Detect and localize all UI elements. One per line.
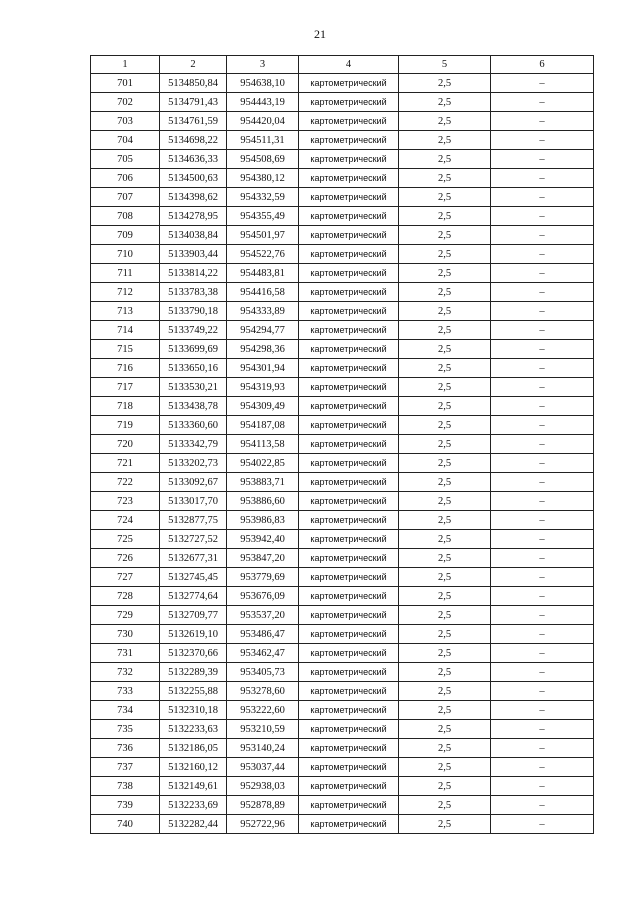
table-cell: картометрический xyxy=(299,777,399,796)
table-cell: 953886,60 xyxy=(227,492,299,511)
table-cell: – xyxy=(491,74,594,93)
table-cell: 953278,60 xyxy=(227,682,299,701)
table-cell: 704 xyxy=(91,131,160,150)
table-cell: 725 xyxy=(91,530,160,549)
table-cell: 2,5 xyxy=(399,93,491,112)
table-row xyxy=(91,644,594,663)
table-row xyxy=(91,188,594,207)
table-cell: 727 xyxy=(91,568,160,587)
table-row xyxy=(91,701,594,720)
table-cell: – xyxy=(491,796,594,815)
table-cell: картометрический xyxy=(299,815,399,834)
table-cell: картометрический xyxy=(299,150,399,169)
table-cell: 5132774,64 xyxy=(160,587,227,606)
table-row xyxy=(91,245,594,264)
table-cell: 2,5 xyxy=(399,283,491,302)
table-cell: 2,5 xyxy=(399,815,491,834)
table-cell: 2,5 xyxy=(399,207,491,226)
table-cell: 2,5 xyxy=(399,340,491,359)
table-cell: 736 xyxy=(91,739,160,758)
table-cell: 953676,09 xyxy=(227,587,299,606)
table-cell: 5134398,62 xyxy=(160,188,227,207)
table-header-row xyxy=(91,56,594,74)
table-cell: 5133360,60 xyxy=(160,416,227,435)
table-cell: – xyxy=(491,454,594,473)
table-cell: 5133202,73 xyxy=(160,454,227,473)
table-cell: 954380,12 xyxy=(227,169,299,188)
table-cell: 954483,81 xyxy=(227,264,299,283)
table-cell: 952878,89 xyxy=(227,796,299,815)
table-cell: картометрический xyxy=(299,511,399,530)
table-cell: 5134850,84 xyxy=(160,74,227,93)
table-row xyxy=(91,150,594,169)
table-cell: 953462,47 xyxy=(227,644,299,663)
table-cell: 5132677,31 xyxy=(160,549,227,568)
table-cell: картометрический xyxy=(299,359,399,378)
table-cell: 703 xyxy=(91,112,160,131)
table-cell: – xyxy=(491,397,594,416)
table-cell: картометрический xyxy=(299,416,399,435)
table-cell: 5134698,22 xyxy=(160,131,227,150)
table-cell: 737 xyxy=(91,758,160,777)
table-cell: 720 xyxy=(91,435,160,454)
table-cell: – xyxy=(491,606,594,625)
table-cell: 2,5 xyxy=(399,397,491,416)
table-cell: 954443,19 xyxy=(227,93,299,112)
table-row xyxy=(91,321,594,340)
table-cell: 719 xyxy=(91,416,160,435)
table-cell: 5132233,63 xyxy=(160,720,227,739)
table-cell: картометрический xyxy=(299,720,399,739)
table-cell: 954298,36 xyxy=(227,340,299,359)
table-cell: 954022,85 xyxy=(227,454,299,473)
table-cell: 2,5 xyxy=(399,720,491,739)
table-cell: картометрический xyxy=(299,530,399,549)
table-row xyxy=(91,777,594,796)
table-cell: 2,5 xyxy=(399,74,491,93)
table-body xyxy=(91,74,594,834)
table-cell: 739 xyxy=(91,796,160,815)
table-cell: картометрический xyxy=(299,606,399,625)
table-cell: 2,5 xyxy=(399,625,491,644)
table-cell: 2,5 xyxy=(399,682,491,701)
table-row xyxy=(91,568,594,587)
table-cell: – xyxy=(491,492,594,511)
table-cell: картометрический xyxy=(299,454,399,473)
table-cell: 5132745,45 xyxy=(160,568,227,587)
table-row xyxy=(91,359,594,378)
table-cell: 2,5 xyxy=(399,302,491,321)
table-cell: 2,5 xyxy=(399,796,491,815)
table-cell: 5133903,44 xyxy=(160,245,227,264)
table-cell: – xyxy=(491,169,594,188)
table-row xyxy=(91,473,594,492)
table-cell: 732 xyxy=(91,663,160,682)
table-cell: 2,5 xyxy=(399,112,491,131)
table-cell: 954301,94 xyxy=(227,359,299,378)
table-cell: картометрический xyxy=(299,264,399,283)
table-cell: – xyxy=(491,150,594,169)
table-row xyxy=(91,93,594,112)
table-cell: 953779,69 xyxy=(227,568,299,587)
table-cell: 735 xyxy=(91,720,160,739)
table-cell: – xyxy=(491,245,594,264)
table-row xyxy=(91,378,594,397)
table-cell: – xyxy=(491,815,594,834)
table-cell: 733 xyxy=(91,682,160,701)
table-cell: 709 xyxy=(91,226,160,245)
table-cell: – xyxy=(491,435,594,454)
table-cell: картометрический xyxy=(299,492,399,511)
table-cell: картометрический xyxy=(299,473,399,492)
table-cell: – xyxy=(491,568,594,587)
table-row xyxy=(91,739,594,758)
table-row xyxy=(91,606,594,625)
table-cell: 722 xyxy=(91,473,160,492)
column-header: 3 xyxy=(227,56,299,74)
table-cell: 714 xyxy=(91,321,160,340)
table-cell: картометрический xyxy=(299,74,399,93)
table-cell: 2,5 xyxy=(399,777,491,796)
table-cell: 718 xyxy=(91,397,160,416)
table-cell: 954332,59 xyxy=(227,188,299,207)
table-cell: – xyxy=(491,663,594,682)
table-cell: 2,5 xyxy=(399,454,491,473)
page-number: 21 xyxy=(314,27,326,41)
table-cell: 2,5 xyxy=(399,359,491,378)
table-cell: 5132619,10 xyxy=(160,625,227,644)
coordinates-table xyxy=(90,55,594,834)
table-cell: 954355,49 xyxy=(227,207,299,226)
table-cell: 5134791,43 xyxy=(160,93,227,112)
table-cell: 954309,49 xyxy=(227,397,299,416)
table-cell: – xyxy=(491,511,594,530)
table-cell: 5133650,16 xyxy=(160,359,227,378)
table-cell: 954522,76 xyxy=(227,245,299,264)
table-row xyxy=(91,112,594,131)
table-cell: картометрический xyxy=(299,739,399,758)
table-cell: 5133783,38 xyxy=(160,283,227,302)
table-cell: 2,5 xyxy=(399,264,491,283)
table-row xyxy=(91,682,594,701)
table-cell: – xyxy=(491,701,594,720)
table-cell: 738 xyxy=(91,777,160,796)
table-cell: картометрический xyxy=(299,378,399,397)
table-cell: 5133017,70 xyxy=(160,492,227,511)
table-cell: 2,5 xyxy=(399,245,491,264)
table-row xyxy=(91,815,594,834)
table-cell: 5132709,77 xyxy=(160,606,227,625)
table-cell: – xyxy=(491,720,594,739)
table-cell: 2,5 xyxy=(399,701,491,720)
table-row xyxy=(91,720,594,739)
table-row xyxy=(91,416,594,435)
table-cell: 723 xyxy=(91,492,160,511)
table-row xyxy=(91,169,594,188)
table-cell: 2,5 xyxy=(399,131,491,150)
table-cell: 954508,69 xyxy=(227,150,299,169)
column-header: 6 xyxy=(491,56,594,74)
table-cell: – xyxy=(491,587,594,606)
table-cell: 2,5 xyxy=(399,739,491,758)
table-cell: 2,5 xyxy=(399,416,491,435)
table-row xyxy=(91,511,594,530)
table-cell: 954187,08 xyxy=(227,416,299,435)
table-cell: 5132160,12 xyxy=(160,758,227,777)
table-cell: картометрический xyxy=(299,435,399,454)
table-cell: 2,5 xyxy=(399,473,491,492)
table-cell: 953883,71 xyxy=(227,473,299,492)
table-cell: 708 xyxy=(91,207,160,226)
table-cell: картометрический xyxy=(299,625,399,644)
table-cell: 5132370,66 xyxy=(160,644,227,663)
table-cell: 5133790,18 xyxy=(160,302,227,321)
table-cell: 953140,24 xyxy=(227,739,299,758)
table-cell: – xyxy=(491,188,594,207)
table-cell: картометрический xyxy=(299,207,399,226)
table-cell: картометрический xyxy=(299,302,399,321)
table-cell: 5134636,33 xyxy=(160,150,227,169)
column-header: 1 xyxy=(91,56,160,74)
table-cell: 953210,59 xyxy=(227,720,299,739)
table-cell: – xyxy=(491,264,594,283)
table-cell: 5132255,88 xyxy=(160,682,227,701)
table-cell: 2,5 xyxy=(399,492,491,511)
table-cell: 724 xyxy=(91,511,160,530)
table-cell: 5133749,22 xyxy=(160,321,227,340)
table-cell: 710 xyxy=(91,245,160,264)
table-cell: 5133699,69 xyxy=(160,340,227,359)
table-cell: – xyxy=(491,378,594,397)
table-cell: 2,5 xyxy=(399,435,491,454)
table-cell: 2,5 xyxy=(399,150,491,169)
table-cell: 953847,20 xyxy=(227,549,299,568)
table-row xyxy=(91,207,594,226)
table-cell: 954333,89 xyxy=(227,302,299,321)
table-cell: 2,5 xyxy=(399,644,491,663)
table-cell: 711 xyxy=(91,264,160,283)
table-row xyxy=(91,74,594,93)
table-cell: картометрический xyxy=(299,169,399,188)
table-cell: 954319,93 xyxy=(227,378,299,397)
table-cell: 5133814,22 xyxy=(160,264,227,283)
table-row xyxy=(91,264,594,283)
table-row xyxy=(91,625,594,644)
table-row xyxy=(91,492,594,511)
table-cell: картометрический xyxy=(299,663,399,682)
column-header: 2 xyxy=(160,56,227,74)
table-cell: 713 xyxy=(91,302,160,321)
table-cell: картометрический xyxy=(299,587,399,606)
table-cell: 954294,77 xyxy=(227,321,299,340)
table-cell: картометрический xyxy=(299,796,399,815)
table-row xyxy=(91,530,594,549)
table-cell: 701 xyxy=(91,74,160,93)
table-cell: 721 xyxy=(91,454,160,473)
table-cell: 2,5 xyxy=(399,188,491,207)
table-cell: – xyxy=(491,758,594,777)
table-cell: – xyxy=(491,226,594,245)
table-cell: 2,5 xyxy=(399,378,491,397)
table-cell: картометрический xyxy=(299,682,399,701)
table-cell: картометрический xyxy=(299,93,399,112)
table-cell: 726 xyxy=(91,549,160,568)
table-cell: картометрический xyxy=(299,112,399,131)
table-cell: 5132186,05 xyxy=(160,739,227,758)
table-cell: – xyxy=(491,644,594,663)
table-cell: – xyxy=(491,777,594,796)
column-header: 4 xyxy=(299,56,399,74)
table-cell: 953537,20 xyxy=(227,606,299,625)
table-row xyxy=(91,226,594,245)
table-cell: 5132310,18 xyxy=(160,701,227,720)
table-cell: 2,5 xyxy=(399,758,491,777)
table-row xyxy=(91,340,594,359)
table-row xyxy=(91,435,594,454)
table-cell: – xyxy=(491,739,594,758)
table-cell: 707 xyxy=(91,188,160,207)
table-cell: 954113,58 xyxy=(227,435,299,454)
table-cell: – xyxy=(491,416,594,435)
table-cell: 730 xyxy=(91,625,160,644)
table-cell: 2,5 xyxy=(399,587,491,606)
table-cell: 2,5 xyxy=(399,549,491,568)
table-cell: 702 xyxy=(91,93,160,112)
table-cell: 734 xyxy=(91,701,160,720)
table-row xyxy=(91,758,594,777)
table-cell: 5132289,39 xyxy=(160,663,227,682)
table-cell: – xyxy=(491,682,594,701)
table-cell: 2,5 xyxy=(399,530,491,549)
table-row xyxy=(91,283,594,302)
table-cell: – xyxy=(491,93,594,112)
table-cell: – xyxy=(491,321,594,340)
table-cell: 712 xyxy=(91,283,160,302)
table-cell: – xyxy=(491,131,594,150)
table-row xyxy=(91,454,594,473)
table-cell: 2,5 xyxy=(399,226,491,245)
table-cell: 5132282,44 xyxy=(160,815,227,834)
table-cell: – xyxy=(491,283,594,302)
table-cell: 5132233,69 xyxy=(160,796,227,815)
table-cell: 953986,83 xyxy=(227,511,299,530)
table-cell: 731 xyxy=(91,644,160,663)
table-row xyxy=(91,397,594,416)
table-row xyxy=(91,587,594,606)
table-cell: 2,5 xyxy=(399,321,491,340)
table-cell: 2,5 xyxy=(399,169,491,188)
table-cell: 5134761,59 xyxy=(160,112,227,131)
table-cell: 716 xyxy=(91,359,160,378)
table-cell: 715 xyxy=(91,340,160,359)
table-cell: 952722,96 xyxy=(227,815,299,834)
table-cell: 953942,40 xyxy=(227,530,299,549)
table-cell: 5133438,78 xyxy=(160,397,227,416)
table-row xyxy=(91,302,594,321)
table-cell: 2,5 xyxy=(399,663,491,682)
table-row xyxy=(91,663,594,682)
table-cell: картометрический xyxy=(299,188,399,207)
table-cell: 953037,44 xyxy=(227,758,299,777)
table-row xyxy=(91,796,594,815)
table-cell: – xyxy=(491,473,594,492)
table-cell: 5133530,21 xyxy=(160,378,227,397)
table-cell: – xyxy=(491,340,594,359)
table-cell: 706 xyxy=(91,169,160,188)
table-cell: – xyxy=(491,302,594,321)
table-cell: картометрический xyxy=(299,568,399,587)
table-cell: 5132877,75 xyxy=(160,511,227,530)
table-cell: картометрический xyxy=(299,226,399,245)
table-cell: 5133092,67 xyxy=(160,473,227,492)
table-cell: картометрический xyxy=(299,549,399,568)
table-cell: 954420,04 xyxy=(227,112,299,131)
table-cell: – xyxy=(491,530,594,549)
table-cell: 5132727,52 xyxy=(160,530,227,549)
table-cell: – xyxy=(491,549,594,568)
table-cell: картометрический xyxy=(299,283,399,302)
table-cell: 953405,73 xyxy=(227,663,299,682)
column-header: 5 xyxy=(399,56,491,74)
table-cell: 5134278,95 xyxy=(160,207,227,226)
table-cell: 5134500,63 xyxy=(160,169,227,188)
table-cell: 954416,58 xyxy=(227,283,299,302)
table-cell: – xyxy=(491,112,594,131)
table-cell: картометрический xyxy=(299,397,399,416)
table-cell: 740 xyxy=(91,815,160,834)
table-cell: 2,5 xyxy=(399,511,491,530)
table-cell: картометрический xyxy=(299,644,399,663)
table-cell: 953222,60 xyxy=(227,701,299,720)
table-cell: – xyxy=(491,359,594,378)
table-cell: 5132149,61 xyxy=(160,777,227,796)
table-cell: картометрический xyxy=(299,245,399,264)
table-cell: картометрический xyxy=(299,758,399,777)
table-cell: 717 xyxy=(91,378,160,397)
table-row xyxy=(91,549,594,568)
table-cell: 954638,10 xyxy=(227,74,299,93)
table-cell: 705 xyxy=(91,150,160,169)
table-cell: – xyxy=(491,625,594,644)
table-cell: 2,5 xyxy=(399,568,491,587)
table-cell: 5134038,84 xyxy=(160,226,227,245)
table-cell: 954511,31 xyxy=(227,131,299,150)
table-cell: – xyxy=(491,207,594,226)
table-cell: картометрический xyxy=(299,701,399,720)
table-cell: 729 xyxy=(91,606,160,625)
table-row xyxy=(91,131,594,150)
table-cell: 952938,03 xyxy=(227,777,299,796)
table-cell: 953486,47 xyxy=(227,625,299,644)
table-cell: 954501,97 xyxy=(227,226,299,245)
table-cell: 728 xyxy=(91,587,160,606)
table-cell: картометрический xyxy=(299,340,399,359)
table-cell: 2,5 xyxy=(399,606,491,625)
table-cell: картометрический xyxy=(299,321,399,340)
table-cell: картометрический xyxy=(299,131,399,150)
table-cell: 5133342,79 xyxy=(160,435,227,454)
